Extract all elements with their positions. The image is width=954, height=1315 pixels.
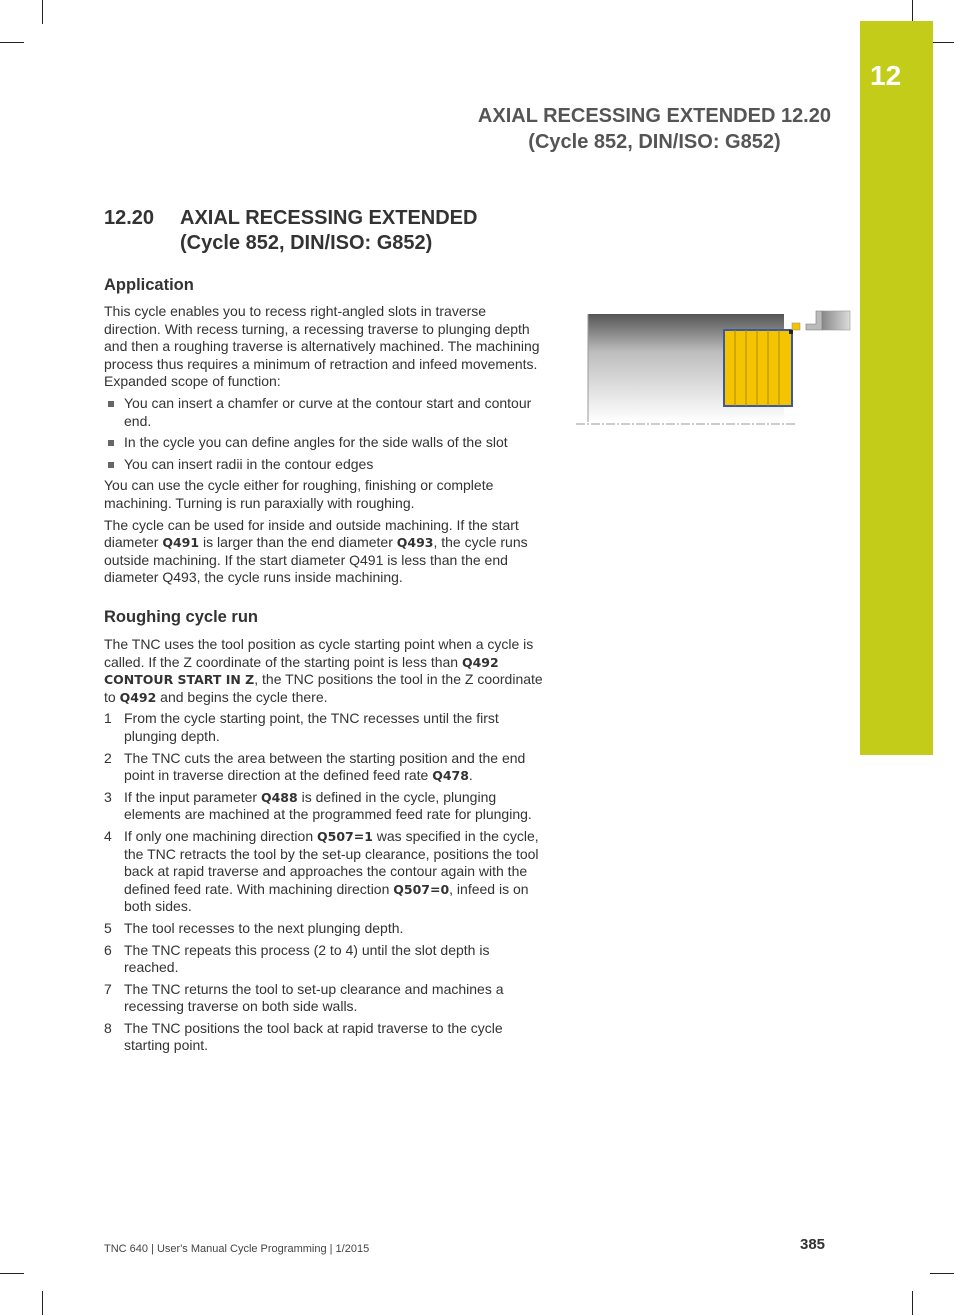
footer-text: TNC 640 | User's Manual Cycle Programming | 1/2015 [104, 1243, 370, 1255]
param-q507-0: Q507=0 [393, 881, 450, 897]
section-number: 12.20 [104, 207, 155, 229]
chapter-tab [860, 21, 933, 755]
list-item: 5 The tool recesses to the next plunging depth. [104, 919, 404, 936]
crop-mark [42, 1291, 43, 1315]
list-item [104, 456, 544, 474]
bullet-text: You can insert radii in the contour edges [124, 455, 374, 472]
crop-mark [42, 0, 43, 24]
list-item: 7 The TNC returns the tool to set-up clearance and machines a recessing traverse on both side walls. [104, 980, 504, 1015]
chapter-number: 12 [870, 60, 902, 91]
param-q478: Q478 [432, 768, 469, 784]
roughing-body [104, 636, 544, 1055]
bullet-square-icon [108, 440, 114, 446]
tool-holder [789, 311, 850, 334]
roughing-heading: Roughing cycle run [104, 608, 259, 626]
crop-mark [930, 42, 954, 43]
list-item [104, 395, 544, 430]
recess-slot [724, 330, 792, 406]
roughing-intro: The TNC uses the tool position as cycle starting point when a cycle is called. If the Z coordinate of the starting point is less than Q492 CONTOUR START IN Z, the TNC positions the tool in the Z coordinate to Q492 and begins the cycle there. [104, 636, 543, 705]
crop-mark [0, 42, 24, 43]
application-para2: You can use the cycle either for roughing, finishing or complete machining. Turning is run paraxially with roughing. [104, 477, 494, 511]
param-q493: Q493 [396, 535, 434, 551]
param-q507-1: Q507=1 [317, 828, 373, 844]
section-heading [104, 206, 477, 256]
list-item: 3 If the input parameter Q488 is defined in the cycle, plunging elements are machined at the programmed feed rate for plunging. [104, 788, 532, 823]
list-item: 2 The TNC cuts the area between the starting position and the end point in traverse direction at the defined feed rate Q478. [104, 749, 526, 784]
param-q491: Q491 [162, 535, 200, 551]
running-header-line1: AXIAL RECESSING EXTENDED 12.20 [477, 105, 831, 127]
section-title-line2: (Cycle 852, DIN/ISO: G852) [180, 232, 433, 254]
page-number: 385 [800, 1236, 826, 1253]
application-intro: This cycle enables you to recess right-angled slots in traverse direction. With recess turning, a recessing traverse to plunging depth and then a roughing traverse is alternatively machined. The machining process thus requires a minimum of retraction and infeed movements. Expanded scope of function: [104, 303, 540, 390]
crop-mark [930, 1273, 954, 1274]
application-para3: The cycle can be used for inside and outside machining. If the start diameter Q491 is larger than the end diameter Q493, the cycle runs outside machining. If the start diameter Q491 is less than the end diameter Q493, the cycle runs inside machining. [104, 516, 528, 586]
recessing-illustration [574, 304, 854, 430]
running-header-line2: (Cycle 852, DIN/ISO: G852) [528, 131, 781, 153]
param-q492: Q492 [119, 689, 157, 705]
crop-mark [0, 1273, 24, 1274]
param-q488: Q488 [260, 789, 298, 805]
section-title-line1: AXIAL RECESSING EXTENDED [180, 207, 478, 229]
bullet-text: In the cycle you can define angles for the side walls of the slot [124, 434, 508, 451]
list-item: 8 The TNC positions the tool back at rapid traverse to the cycle starting point. [104, 1019, 503, 1054]
crop-mark [912, 1291, 913, 1315]
application-body [104, 303, 544, 587]
application-heading: Application [104, 276, 194, 294]
param-q492-contour-start: Q492 CONTOUR START IN Z [104, 654, 499, 688]
list-item: 1 From the cycle starting point, the TNC recesses until the first plunging depth. [104, 710, 499, 744]
list-item: 4 If only one machining direction Q507=1 was specified in the cycle, the TNC retracts the tool by the set-up clearance, positions the tool back at rapid traverse and approaches the contour again with the defined feed rate. With machining direction Q507=0, infeed is on both sides. [104, 827, 539, 915]
list-item: 6 The TNC repeats this process (2 to 4) until the slot depth is reached. [104, 941, 490, 976]
bullet-square-icon [108, 401, 114, 407]
running-header [478, 103, 831, 155]
bullet-text: You can insert a chamfer or curve at the contour start and contour end. [124, 394, 532, 429]
bullet-square-icon [108, 462, 114, 468]
list-item [104, 434, 544, 452]
